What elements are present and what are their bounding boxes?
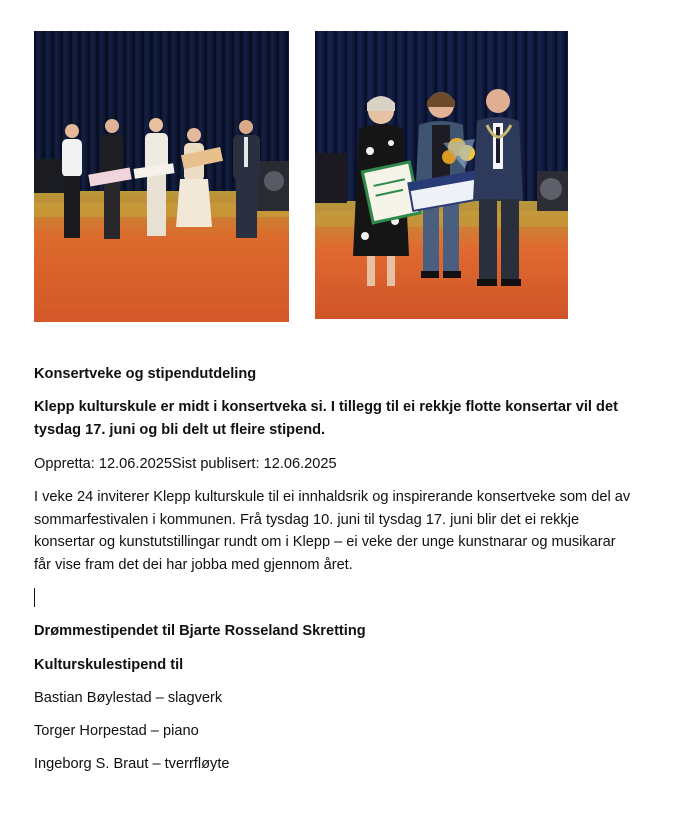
text-cursor bbox=[34, 588, 35, 607]
publish-meta: Oppretta: 12.06.2025Sist publisert: 12.06.2025 bbox=[34, 456, 337, 472]
award-photo bbox=[315, 31, 568, 319]
article-body: I veke 24 inviterer Klepp kulturskule til ei innhaldsrik og inspirerande konsertveke som del av sommarfestivalen i kommunen. Frå tysdag 10. juni til tysdag 17. juni blir det ei rekkje konsertar og kunstutstillingar rundt om i Klepp – ei veke der unge kunstnarar og musikarar får vise fram det dei har jobba med gjennom året. bbox=[34, 489, 631, 573]
recipient-item: Torger Horpestad – piano bbox=[34, 723, 199, 739]
article-title: Konsertveke og stipendutdeling bbox=[34, 366, 257, 382]
stipend-list-heading: Kulturskulestipend til bbox=[34, 657, 184, 673]
group-photo bbox=[34, 31, 289, 322]
article-lead: Klepp kulturskule er midt i konsertveka si. I tillegg til ei rekkje flotte konsertar vil det tysdag 17. juni og bli delt ut fleire stipend. bbox=[34, 399, 618, 438]
recipient-item: Ingeborg S. Braut – tverrfløyte bbox=[34, 756, 230, 772]
award-heading: Drømmestipendet til Bjarte Rosseland Skretting bbox=[34, 623, 366, 639]
recipient-item: Bastian Bøylestad – slagverk bbox=[34, 690, 223, 706]
